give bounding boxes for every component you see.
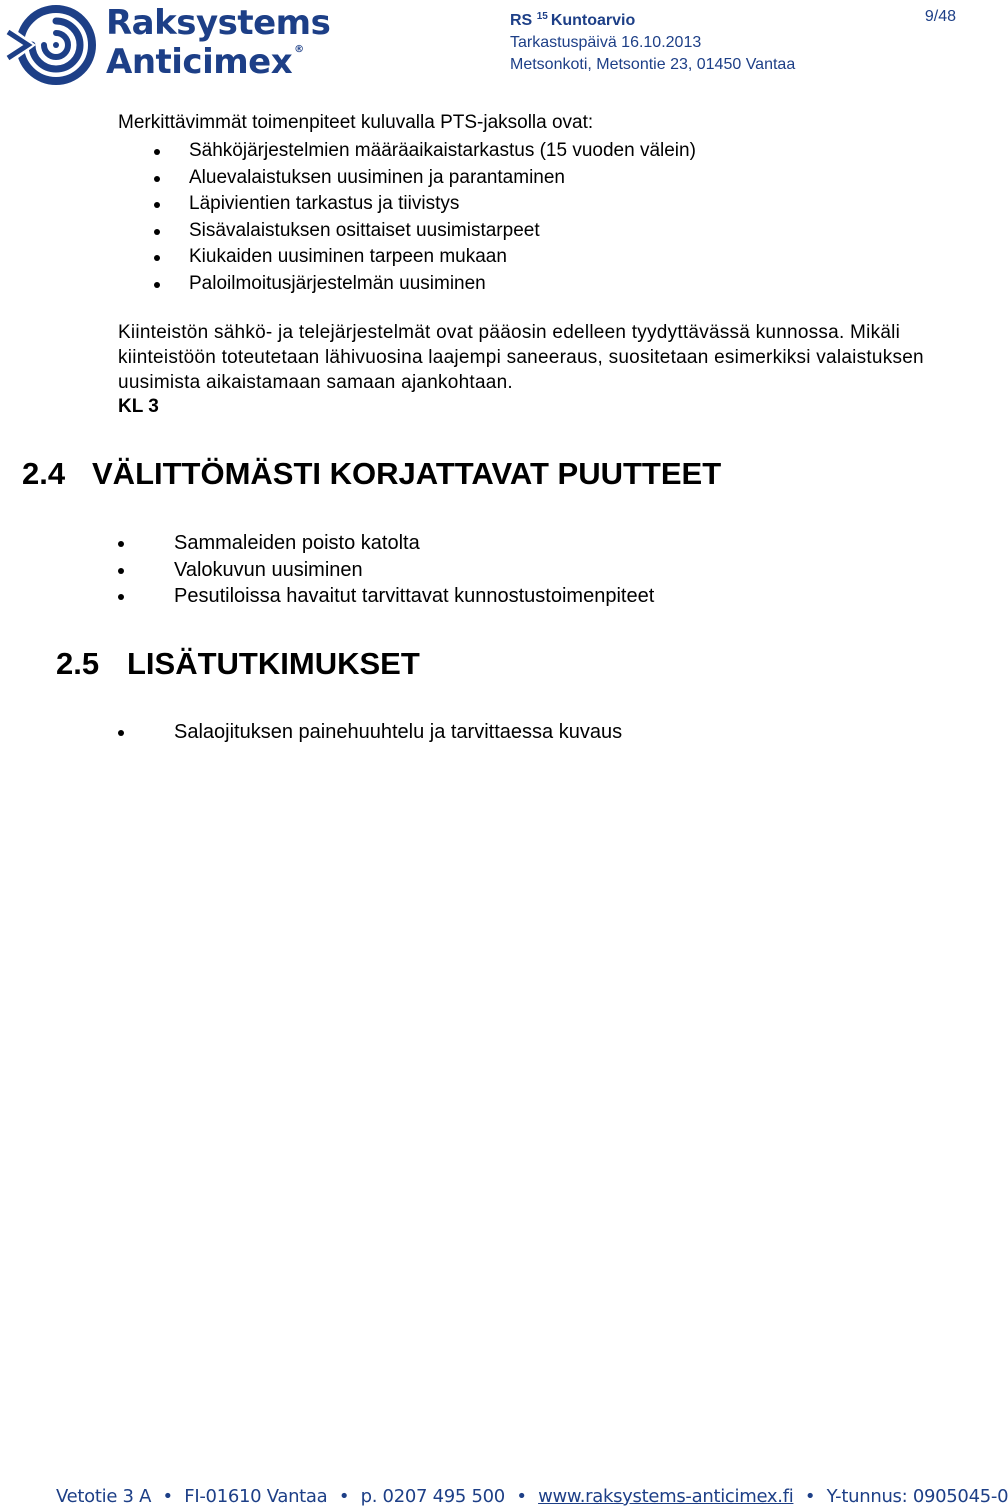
header-meta <box>510 6 795 76</box>
footer-separator: • <box>162 1486 173 1507</box>
section-title: VÄLITTÖMÄSTI KORJATTAVAT PUUTTEET <box>92 456 722 491</box>
list-item: Kiukaiden uusiminen tarpeen mukaan <box>118 244 696 271</box>
company-logo <box>6 3 331 86</box>
property-address: Metsonkoti, Metsontie 23, 01450 Vantaa <box>510 56 796 73</box>
page-number: 9/48 <box>924 8 956 25</box>
list-item: Aluevalaistuksen uusiminen ja parantaminen <box>118 165 696 192</box>
footer-separator: • <box>804 1486 816 1507</box>
footer-street: Vetotie 3 A <box>56 1486 152 1507</box>
section-number: 2.5 <box>56 646 100 681</box>
section-heading-2-5 <box>56 646 420 682</box>
list-item: Salaojituksen painehuuhtelu ja tarvittaessa kuvaus <box>118 719 622 746</box>
section-heading-2-4 <box>22 456 721 492</box>
footer-separator: • <box>338 1486 350 1507</box>
logo-spiral-icon <box>6 4 102 86</box>
list-item: Paloilmoitusjärjestelmän uusiminen <box>118 271 696 298</box>
footer <box>56 1486 1008 1507</box>
logo-wordmark <box>106 3 331 82</box>
logo-line1: Raksystems <box>106 3 331 43</box>
logo-line2: Anticimex ® <box>106 42 304 82</box>
measures-list <box>118 138 696 297</box>
section-number: 2.4 <box>22 456 66 491</box>
urgent-repairs-list <box>118 530 654 610</box>
list-item: Läpivientien tarkastus ja tiivistys <box>118 191 696 218</box>
report-title: RS $^{15}$ Kuntoarvio <box>510 11 636 29</box>
inspection-date: Tarkastuspäivä 16.10.2013 <box>510 34 702 51</box>
footer-business-id: Y-tunnus: 0905045-0 <box>826 1486 1008 1507</box>
list-item: Sammaleiden poisto katolta <box>118 530 654 557</box>
footer-website-link[interactable]: www.raksystems-anticimex.fi <box>538 1486 794 1507</box>
condition-class: KL 3 <box>118 396 159 417</box>
footer-separator: • <box>516 1486 527 1507</box>
section-title: LISÄTUTKIMUKSET <box>127 646 420 681</box>
further-studies-list <box>118 719 622 746</box>
list-item: Sähköjärjestelmien määräaikaistarkastus (15 vuoden välein) <box>118 138 696 165</box>
measures-intro: Merkittävimmät toimenpiteet kuluvalla PTS-jaksolla ovat: <box>118 112 594 133</box>
list-item: Valokuvun uusiminen <box>118 557 654 584</box>
list-item: Pesutiloissa havaitut tarvittavat kunnostustoimenpiteet <box>118 583 654 610</box>
list-item: Sisävalaistuksen osittaiset uusimistarpeet <box>118 218 696 245</box>
footer-phone: p. 0207 495 500 <box>360 1486 505 1507</box>
footer-postal: FI-01610 Vantaa <box>184 1486 328 1507</box>
summary-paragraph: Kiinteistön sähkö- ja telejärjestelmät ovat pääosin edelleen tyydyttävässä kunnossa. Mikäli kiinteistöön toteutetaan lähivuosina laajempi saneeraus, suositetaan esimerkiksi valaistuksen uusimista aikaistamaan samaan ajankohtaan. <box>118 322 924 393</box>
